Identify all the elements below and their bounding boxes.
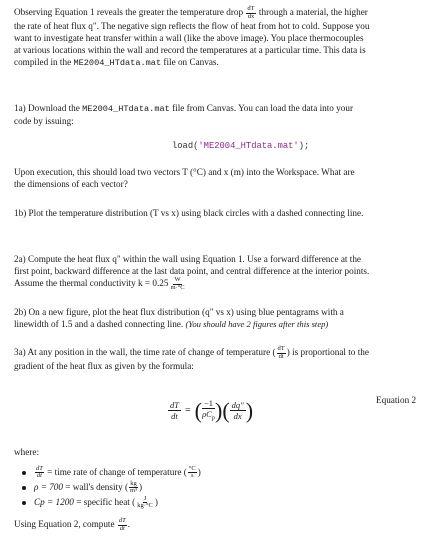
- intro-line-3: want to investigate heat transfer within a wall (like the above image). You place thermocouples: [14, 33, 364, 43]
- q3a-text: gradient of the heat flux as given by the formula:: [14, 361, 194, 371]
- q1a-text: Upon execution, this should load two vectors T (°C) and x (m) into the Workspace. What are: [14, 167, 355, 177]
- q2b-text: linewidth of 1.5 and a dashed connecting line.: [14, 319, 184, 329]
- equation-2-label: Equation 2: [376, 395, 417, 405]
- final-text: Using Equation 2, compute: [14, 519, 115, 530]
- list-item: ρ = 700 = wall's density ( $\frac{kg}{\text{m³}}$ ): [22, 480, 201, 495]
- q1a-text: 1a) Download the: [14, 103, 80, 113]
- question-1a-cont: [14, 166, 432, 190]
- question-1a: [14, 102, 432, 127]
- q2a-text: first point, backward difference at the last data point, and central difference at the interior points.: [14, 266, 370, 276]
- q2b-text: 2b) On a new figure, plot the heat flux distribution (q" vs x) using blue pentagrams with a: [14, 307, 344, 317]
- intro-line-5: [14, 56, 432, 69]
- intro-text: compiled in the: [14, 57, 72, 67]
- q2b-note: (You should have 2 figures after this step): [185, 319, 329, 329]
- dT-dt-fraction: $\frac{dT}{dt}$: [277, 345, 285, 360]
- data-filename: ME2004_HTdata.mat: [73, 58, 162, 68]
- dT-dx-fraction: $\frac{dT}{dx}$: [247, 5, 255, 20]
- definition-text: = specific heat: [76, 497, 130, 507]
- list-item: Cp = 1200 = specific heat ( $\frac{J}{kg\cdot^\circ C}$ ): [22, 495, 201, 510]
- equation-2: $\frac{dT}{dt}$ = ( $\frac{-1}{\rho C_p}$ ) ( $\frac{dq"}{dx}$ ): [170, 397, 254, 423]
- q1b-text: 1b) Plot the temperature distribution (T vs x) using black circles with a dashed connecting line.: [14, 208, 364, 218]
- code-fn: load(: [172, 141, 199, 151]
- where-label: where:: [14, 447, 39, 457]
- question-2a: [14, 253, 432, 291]
- code-string: 'ME2004_HTdata.mat': [198, 141, 299, 151]
- intro-text: file on Canvas.: [163, 57, 219, 67]
- question-3a: 3a) At any position in the wall, the time rate of change of temperature ( $\frac{dT}{dt}$ ) is proportional to the gradient of the heat flux as given by the formula:: [14, 346, 432, 372]
- variable-definitions: [22, 465, 201, 510]
- list-item: $\frac{dT}{dt}$ = time rate of change of temperature ( $\frac{^\circ C}{s}$ ): [22, 465, 201, 480]
- conductivity-unit: $\frac{W}{m\cdot^\circ C}$: [170, 276, 185, 291]
- final-instruction: Using Equation 2, compute $\frac{dT}{dt}$ .: [14, 517, 131, 532]
- q3a-text: 3a) At any position in the wall, the time rate of change of temperature: [14, 347, 271, 358]
- intro-line-4: at various locations within the wall and record the temperatures at a particular time. This data is: [14, 45, 366, 55]
- eq-lhs: $\frac{dT}{dt}$: [170, 400, 179, 422]
- q3a-text: is proportional to the: [292, 347, 369, 358]
- definition-text: = wall's density: [65, 482, 123, 492]
- code-end: );: [298, 141, 310, 151]
- q1a-text: the dimensions of each vector?: [14, 179, 128, 189]
- eq-coefficient: $\frac{-1}{\rho C_p}$: [202, 398, 215, 422]
- q1a-text: file from Canvas. You can load the data into your: [172, 103, 353, 113]
- eq-flux-gradient: $\frac{dq"}{dx}$: [231, 400, 244, 422]
- intro-paragraph: [14, 6, 432, 69]
- intro-line-1: [14, 6, 432, 20]
- data-filename: ME2004_HTdata.mat: [82, 104, 170, 114]
- q2a-text: 2a) Compute the heat flux q" within the wall using Equation 1. Use a forward difference at the: [14, 254, 361, 264]
- question-2b: [14, 306, 432, 330]
- question-1b: [14, 207, 432, 219]
- q1a-text: code by issuing:: [14, 116, 74, 126]
- definition-text: = time rate of change of temperature: [47, 467, 182, 477]
- intro-line-2: the rate of heat flux q". The negative sign reflects the flow of heat from hot to cold. Suppose you: [14, 21, 370, 31]
- intro-text: through a material, the higher: [258, 7, 368, 18]
- intro-text: Observing Equation 1 reveals the greater the temperature drop: [14, 7, 244, 18]
- load-code-snippet: [172, 141, 309, 151]
- q2a-text: Assume the thermal conductivity k = 0.25: [14, 278, 169, 289]
